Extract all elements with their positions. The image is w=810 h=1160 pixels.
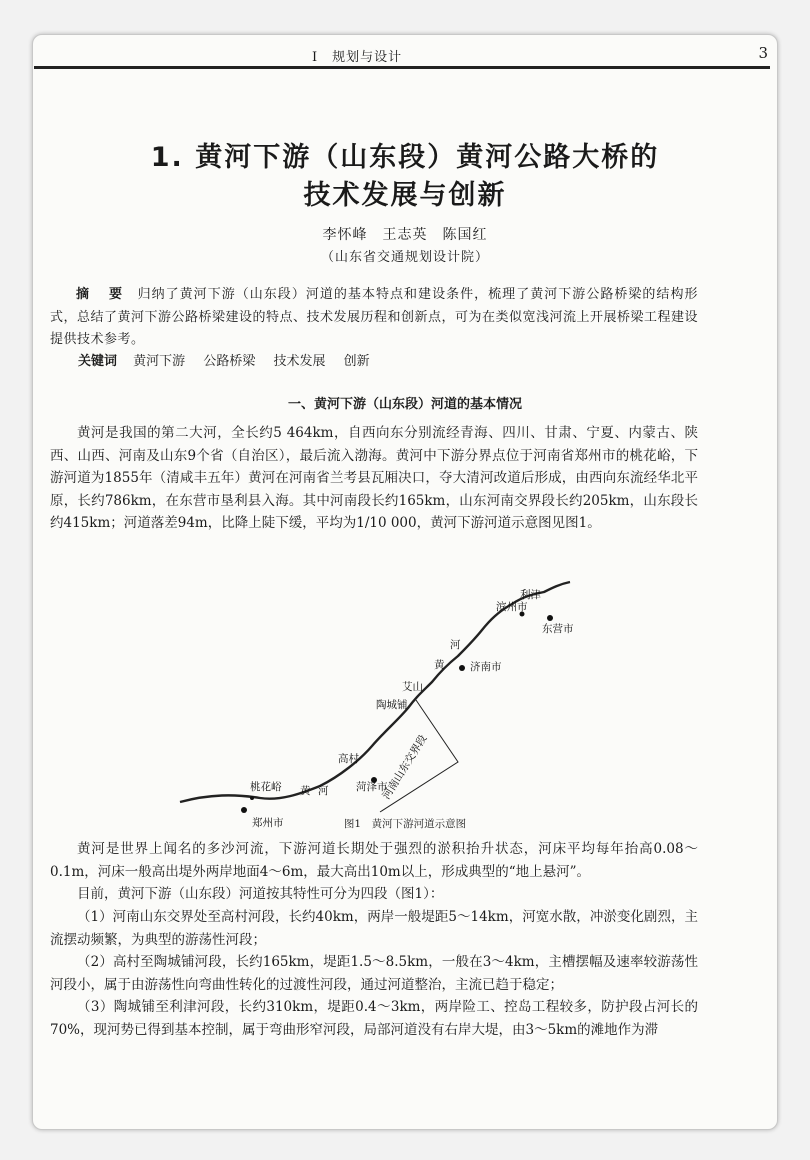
label-huang-south: 黄 — [300, 785, 311, 797]
body-paragraph: 黄河是我国的第二大河，全长约5 464km，自西向东分别流经青海、四川、甘肃、宁夏、内蒙古、陕西、山西、河南及山东9个省（自治区），最后流入渤海。黄河中下游分界点位于河南省郑州市的桃花峪，下游河道为1855年（清咸丰五年）黄河在河南省兰考县瓦厢决口，夺大清河改道后形成，由西向东流经华北平原，长约786km，在东营市垦利县入海。其中河南段长约165km，山东河南交界段长约205km，山东段长约415km；河道落差94m，比降上陡下缓，平均为1/10 000，黄河下游河道示意图见图1。 — [50, 425, 698, 531]
article-title-line1: 1. 黄河下游（山东段）黄河公路大桥的 — [150, 142, 660, 173]
keyword-item: 公路桥梁 — [203, 354, 256, 369]
label-he: 河 — [450, 639, 461, 651]
figure-caption: 图1 黄河下游河道示意图 — [343, 818, 467, 830]
section-heading: 一、黄河下游（山东段）河道的基本情况 — [287, 397, 522, 412]
page-number: 3 — [758, 44, 768, 62]
body-paragraph: （3）陶城铺至利津河段，长约310km，堤距0.4～3km，两岸险工、控岛工程较多，防护段占河长的70%，现河势已得到基本控制，属于弯曲形窄河段，局部河道没有右岸大堤，由3～5km的滩地作为滞 — [50, 999, 698, 1038]
abstract-text: 归纳了黄河下游（山东段）河道的基本特点和建设条件，梳理了黄河下游公路桥梁的结构形式，总结了黄河下游公路桥梁建设的特点、技术发展历程和创新点，可为在类似宽浅河流上开展桥梁工程建设提供技术参考。 — [50, 287, 699, 347]
running-header — [34, 44, 770, 69]
authors: 李怀峰 王志英 陈国红 — [322, 227, 488, 243]
body-paragraph: （2）高村至陶城铺河段，长约165km，堤距1.5～8.5km，一般在3～4km，主槽摆幅及速率较游荡性河段小，属于由游荡性向弯曲性转化的过渡性河段，通过河道整治，主流已趋于稳定； — [50, 954, 698, 993]
body-paragraph: 目前，黄河下游（山东段）河道按其特性可分为四段（图1）： — [77, 886, 444, 902]
label-he-south: 河 — [318, 785, 329, 797]
city-dot-zhengzhou — [241, 807, 247, 813]
header-section-title: Ⅰ 规划与设计 — [312, 50, 403, 65]
label-zhengzhou: 郑州市 — [252, 817, 284, 829]
keyword-item: 技术发展 — [273, 354, 326, 369]
body-paragraph: （1）河南山东交界处至高村河段，长约40km，两岸一般堤距5～14km，河宽水散，冲淤变化剧烈，主流摆动频繁，为典型的游荡性河段； — [50, 909, 698, 948]
label-huang-north: 黄 — [434, 659, 445, 671]
label-taochengpu: 陶城铺 — [376, 699, 408, 711]
abstract — [50, 284, 698, 352]
article-title-line2: 技术发展与创新 — [303, 180, 507, 211]
label-jinan: 济南市 — [470, 661, 502, 673]
label-boundary-segment: 河南山东交界段 — [380, 732, 430, 802]
keyword-item: 黄河下游 — [133, 354, 186, 369]
label-taohuayu: 桃花峪 — [250, 781, 282, 793]
keywords — [78, 350, 384, 369]
abstract-label: 摘 要 — [76, 287, 126, 302]
river-line — [180, 582, 570, 802]
city-dot-jinan — [459, 665, 465, 671]
city-dot-dongying — [547, 615, 553, 621]
point-taohuayu — [250, 796, 254, 800]
label-lijin: 利津 — [520, 589, 541, 601]
keyword-item: 创新 — [343, 354, 370, 369]
label-binzhou: 滨州市 — [496, 601, 528, 613]
label-aishan: 艾山 — [402, 681, 423, 693]
label-dongying: 东营市 — [542, 623, 574, 635]
body-paragraph: 黄河是世界上闻名的多沙河流，下游河道长期处于强烈的淤积抬升状态，河床平均每年抬高0.08～0.1m，河床一般高出堤外两岸地面4～6m，最大高出10m以上，形成典型的“地上悬河”。 — [50, 841, 698, 880]
label-gaocun: 高村 — [338, 753, 359, 765]
keywords-label: 关键词 — [78, 354, 118, 369]
label-heze: 菏泽市 — [356, 781, 388, 793]
affiliation: （山东省交通规划设计院） — [320, 250, 489, 265]
